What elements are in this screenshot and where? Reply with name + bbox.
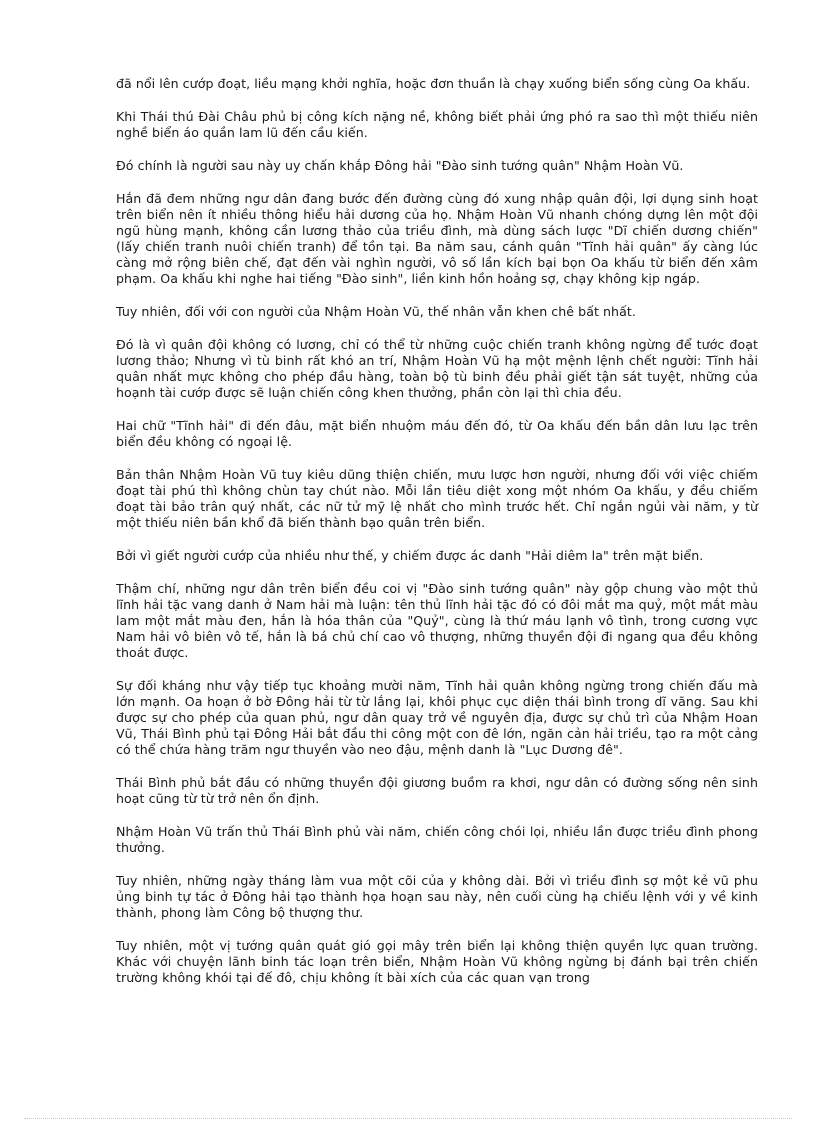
paragraph: Tuy nhiên, đối với con người của Nhậm Hoàn Vũ, thế nhân vẫn khen chê bất nhất.	[116, 304, 636, 319]
paragraph: Đó chính là người sau này uy chấn khắp Đông hải "Đào sinh tướng quân" Nhậm Hoàn Vũ.	[116, 158, 684, 173]
paragraph: đã nổi lên cướp đoạt, liều mạng khởi nghĩa, hoặc đơn thuần là chạy xuống biển sống cùng Oa khấu.	[116, 76, 751, 91]
paragraph: Tuy nhiên, những ngày tháng làm vua một cõi của y không dài. Bởi vì triều đình sợ một kẻ vũ phu ủng binh tự tác ở Đông hải tạo thành họa hoạn sau này, nên cuối cùng hạ chiếu lệnh với y về kinh thành, phong làm Công bộ thượng thư.	[116, 873, 758, 920]
paragraph: Sự đối kháng như vậy tiếp tục khoảng mười năm, Tĩnh hải quân không ngừng trong chiến đấu mà lớn mạnh. Oa hoạn ở bờ Đông hải từ từ lắng lại, khôi phục cục diện thái bình trong dĩ vãng. Sau khi được sự cho phép của quan phủ, ngư dân quay trở về nguyên địa, được sự chủ trì của Nhậm Hoan Vũ, Thái Bình phủ tại Đông Hải bắt đầu thi công một con đê lớn, ngăn cản hải triều, tạo ra một cảng có thể chứa hàng trăm ngư thuyền vào neo đậu, mệnh danh là "Lục Dương đê".	[116, 678, 758, 757]
document-page	[116, 76, 758, 1003]
paragraph: Khi Thái thú Đài Châu phủ bị công kích nặng nề, không biết phải ứng phó ra sao thì một thiếu niên nghề biển áo quần lam lũ đến cầu kiến.	[116, 109, 758, 140]
paragraph: Bởi vì giết người cướp của nhiều như thế, y chiếm được ác danh "Hải diêm la" trên mặt biển.	[116, 548, 704, 563]
paragraph: Thậm chí, những ngư dân trên biển đều coi vị "Đào sinh tướng quân" này gộp chung vào một thủ lĩnh hải tặc vang danh ở Nam hải mà luận: tên thủ lĩnh hải tặc đó có đôi mắt ma quỷ, một mắt màu lam một mắt màu đen, hắn là hóa thân của "Quỷ", cùng là thứ máu lạnh vô tình, trong cương vực Nam hải vô biên vô tế, hắn là bá chủ chí cao vô thượng, những thuyền đội đi ngang qua đều không thoát được.	[116, 581, 758, 660]
paragraph: Hai chữ "Tĩnh hải" đi đến đâu, mặt biển nhuộm máu đến đó, từ Oa khấu đến bần dân lưu lạc trên biển đều không có ngoại lệ.	[116, 418, 758, 449]
paragraph: Tuy nhiên, một vị tướng quân quát gió gọi mây trên biển lại không thiện quyền lực quan trường. Khác với chuyện lãnh binh tác loạn trên biển, Nhậm Hoàn Vũ không ngừng bị đánh bại trên chiến trường không khói tại đế đô, chịu không ít bài xích của các quan vạn trong	[116, 938, 758, 985]
page-bottom-divider	[24, 1118, 792, 1119]
paragraph: Bản thân Nhậm Hoàn Vũ tuy kiêu dũng thiện chiến, mưu lược hơn người, nhưng đối với việc chiếm đoạt tài phú thì không chùn tay chút nào. Mỗi lần tiêu diệt xong một nhóm Oa khấu, y đều chiếm đoạt tài bảo trân quý nhất, các nữ tử mỹ lệ nhất cho mình trước hết. Chỉ ngắn ngủi vài năm, y từ một thiếu niên bần khổ đã biến thành bạo quân trên biển.	[116, 467, 758, 530]
paragraph: Nhậm Hoàn Vũ trấn thủ Thái Bình phủ vài năm, chiến công chói lọi, nhiều lần được triều đình phong thưởng.	[116, 824, 758, 855]
paragraph: Thái Bình phủ bắt đầu có những thuyền đội giương buồm ra khơi, ngư dân có đường sống nên sinh hoạt cũng từ từ trở nên ổn định.	[116, 775, 758, 806]
paragraph: Hắn đã đem những ngư dân đang bước đến đường cùng đó xung nhập quân đội, lợi dụng sinh hoạt trên biển nên ít nhiều thông hiểu hải dương của họ. Nhậm Hoàn Vũ nhanh chóng dựng lên một đội ngũ hùng mạnh, không cần lương thảo của triều đình, mà dùng sách lược "Dĩ chiến dương chiến" (lấy chiến tranh nuôi chiến tranh) để tồn tại. Ba năm sau, cánh quân "Tĩnh hải quân" ấy càng lúc càng mở rộng biên chế, đạt đến vài nghìn người, vô số lần kích bại bọn Oa khấu từ biển đến xâm phạm. Oa khấu khi nghe hai tiếng "Đào sinh", liền kinh hồn hoảng sợ, chạy không kịp ngáp.	[116, 191, 758, 286]
paragraph: Đó là vì quân đội không có lương, chỉ có thể từ những cuộc chiến tranh không ngừng để tước đoạt lương thảo; Nhưng vì tù binh rất khó an trí, Nhậm Hoàn Vũ hạ một mệnh lệnh chết người: Tĩnh hải quân nhất mực không cho phép đầu hàng, toàn bộ tù binh đều phải giết tận sát tuyệt, những của hoạnh tài cướp được sẽ luận chiến công khen thưởng, phần còn lại thì chia đều.	[116, 337, 758, 400]
